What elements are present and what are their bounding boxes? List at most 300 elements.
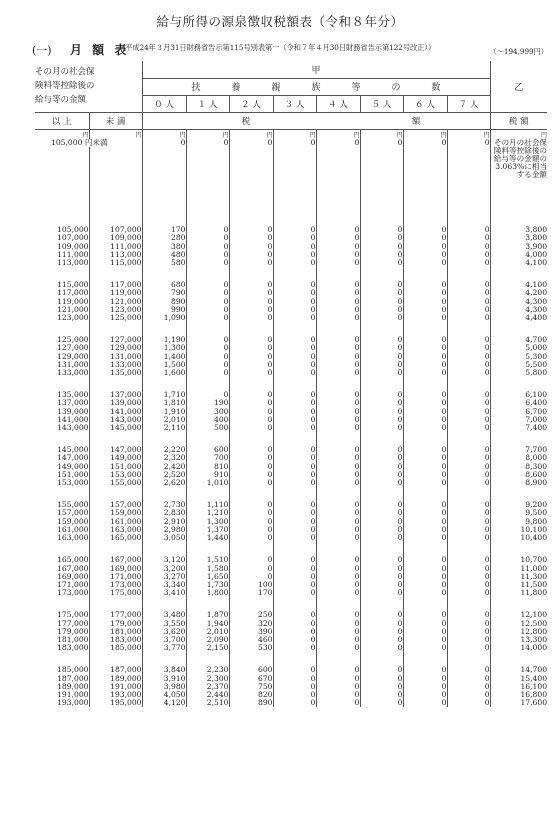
table-row <box>35 589 547 597</box>
page-title: 給与所得の源泉徴収税額表（令和８年分） <box>156 14 404 29</box>
empty-cell <box>186 155 229 163</box>
spacer-row <box>35 204 547 212</box>
empty-cell <box>316 597 360 611</box>
amount-to: 131,000 <box>89 353 142 361</box>
tax-value-dependents-1: 0 <box>186 369 229 377</box>
tax-value-dependents-7: 0 <box>447 565 490 573</box>
empty-cell <box>142 322 186 336</box>
empty-cell <box>229 204 273 212</box>
tax-value-dependents-7: 0 <box>447 534 490 542</box>
tax-value-dependents-4: 0 <box>316 399 360 407</box>
empty-cell <box>403 542 447 556</box>
tax-value-dependents-1: 1,010 <box>186 479 229 487</box>
tax-value-dependents-5: 0 <box>360 628 403 636</box>
empty-cell <box>89 171 142 179</box>
amount-to: 147,000 <box>89 446 142 454</box>
tax-value-dependents-7: 0 <box>447 675 490 683</box>
tax-value-dependents-6: 0 <box>403 573 447 581</box>
tax-value-dependents-2: 0 <box>229 369 273 377</box>
tax-value-dependents-4: 0 <box>316 675 360 683</box>
empty-cell <box>273 322 316 336</box>
gaku-label: 額 <box>411 116 421 127</box>
empty-cell <box>447 204 490 212</box>
amount-from: 125,000 <box>35 336 89 344</box>
empty-cell <box>316 204 360 212</box>
tax-value-dependents-0: 890 <box>142 298 186 306</box>
spacer-row <box>35 163 547 171</box>
empty-cell <box>186 196 229 204</box>
tax-value-dependents-4: 0 <box>316 454 360 462</box>
empty-cell <box>35 652 89 666</box>
tax-value-dependents-4: 0 <box>316 391 360 399</box>
amount-from: 119,000 <box>35 298 89 306</box>
tax-value-dependents-3: 0 <box>273 251 316 259</box>
amount-to: 169,000 <box>89 565 142 573</box>
tax-value-dependents-1: 1,800 <box>186 589 229 597</box>
empty-cell <box>89 155 142 163</box>
empty-cell <box>403 155 447 163</box>
tax-value-dependents-1: 1,940 <box>186 620 229 628</box>
empty-cell <box>360 196 403 204</box>
tax-value-dependents-5: 0 <box>360 518 403 526</box>
otsu-tax-value: 10,700 <box>520 555 548 565</box>
amount-from: 127,000 <box>35 344 89 352</box>
otsu-tax-value: 9,200 <box>525 500 548 510</box>
otsu-tax-value: 5,800 <box>525 368 548 378</box>
empty-cell <box>447 155 490 163</box>
empty-cell <box>273 163 316 171</box>
amount-to: 127,000 <box>89 336 142 344</box>
empty-cell <box>360 267 403 281</box>
empty-cell <box>360 542 403 556</box>
dependents-2-header: ２ 人 <box>229 95 273 112</box>
amount-from: 135,000 <box>35 391 89 399</box>
tax-value-dependents-6: 0 <box>403 289 447 297</box>
tax-value-dependents-1: 0 <box>186 234 229 242</box>
tax-value-dependents-6: 0 <box>403 399 447 407</box>
tax-value-dependents-2: 100 <box>229 581 273 589</box>
amount-to: 113,000 <box>89 251 142 259</box>
tax-value-dependents-2: 820 <box>229 691 273 699</box>
empty-cell <box>35 163 89 171</box>
group-gap <box>35 652 547 666</box>
tax-value-dependents-7: 0 <box>447 454 490 462</box>
otsu-tax-value: 10,400 <box>520 533 548 543</box>
tax-value-dependents-2: 0 <box>229 289 273 297</box>
tax-value-dependents-5: 0 <box>360 636 403 644</box>
empty-cell <box>490 432 547 446</box>
tax-value-dependents-4: 0 <box>316 581 360 589</box>
tax-value-dependents-4: 0 <box>316 666 360 674</box>
empty-cell <box>35 204 89 212</box>
tax-value-dependents-1: 0 <box>186 298 229 306</box>
empty-cell <box>229 377 273 391</box>
tax-value-dependents-6: 0 <box>403 463 447 471</box>
tax-value-dependents-0: 4,120 <box>142 699 186 707</box>
tax-value-dependents-1: 0 <box>186 361 229 369</box>
empty-cell <box>360 322 403 336</box>
otsu-tax-value: 8,300 <box>525 461 548 471</box>
table-row <box>35 479 547 487</box>
tax-value-dependents-7: 0 <box>447 666 490 674</box>
tax-value-dependents-1: 1,870 <box>186 611 229 619</box>
tax-value-dependents-5: 0 <box>360 526 403 534</box>
empty-cell <box>490 542 547 556</box>
empty-cell <box>273 188 316 196</box>
amount-to: 191,000 <box>89 683 142 691</box>
tax-value-dependents-0: 1,190 <box>142 336 186 344</box>
tax-value-dependents-3: 0 <box>273 336 316 344</box>
empty-cell <box>360 377 403 391</box>
empty-cell <box>316 487 360 501</box>
tax-value-dependents-7: 0 <box>447 699 490 707</box>
unit-label: 円 <box>142 129 186 139</box>
unit-label: 円 <box>360 129 403 139</box>
amount-to: 161,000 <box>89 518 142 526</box>
tax-value-dependents-6: 0 <box>403 353 447 361</box>
empty-cell <box>273 171 316 179</box>
tax-value-dependents-5: 0 <box>360 408 403 416</box>
tax-value-dependents-2: 0 <box>229 336 273 344</box>
empty-cell <box>229 196 273 204</box>
tax-value-dependents-6: 0 <box>403 251 447 259</box>
tax-value-dependents-7: 0 <box>447 683 490 691</box>
tax-value-dependents-3: 0 <box>273 534 316 542</box>
amount-to: 157,000 <box>89 501 142 509</box>
empty-cell <box>316 542 360 556</box>
tax-value-dependents-0: 3,120 <box>142 556 186 564</box>
empty-cell <box>89 597 142 611</box>
tax-value: 0 <box>229 139 273 147</box>
tax-value-dependents-5: 0 <box>360 306 403 314</box>
empty-cell <box>403 432 447 446</box>
empty-cell <box>89 204 142 212</box>
amount-to: 135,000 <box>89 369 142 377</box>
empty-cell <box>447 212 490 226</box>
tax-value-dependents-6: 0 <box>403 675 447 683</box>
otsu-tax-value: 4,400 <box>525 313 548 323</box>
empty-cell <box>490 487 547 501</box>
table-row <box>35 699 547 707</box>
empty-cell <box>316 432 360 446</box>
empty-cell <box>316 179 360 187</box>
tax-value-dependents-2: 0 <box>229 509 273 517</box>
tax-value-dependents-4: 0 <box>316 691 360 699</box>
otsu-tax-value: 17,600 <box>520 698 548 708</box>
amount-from: 133,000 <box>35 369 89 377</box>
tax-value-dependents-5: 0 <box>360 683 403 691</box>
empty-cell <box>403 597 447 611</box>
tax-value-dependents-3: 0 <box>273 314 316 322</box>
tax-value-dependents-2: 250 <box>229 611 273 619</box>
tax-value-dependents-5: 0 <box>360 644 403 652</box>
empty-cell <box>273 542 316 556</box>
tax-value-dependents-7: 0 <box>447 424 490 432</box>
tax-value-dependents-2: 0 <box>229 471 273 479</box>
tax-value-dependents-5: 0 <box>360 399 403 407</box>
otsu-tax-value: 6,100 <box>525 390 548 400</box>
empty-cell <box>490 597 547 611</box>
amount-from: 181,000 <box>35 636 89 644</box>
tax-value-dependents-5: 0 <box>360 391 403 399</box>
amount-from: 169,000 <box>35 573 89 581</box>
amount-from: 179,000 <box>35 628 89 636</box>
tax-value-dependents-0: 3,050 <box>142 534 186 542</box>
tax-value-dependents-5: 0 <box>360 259 403 267</box>
empty-cell <box>89 377 142 391</box>
tax-value-dependents-4: 0 <box>316 589 360 597</box>
unit-label: 円 <box>89 129 142 139</box>
amount-to: 175,000 <box>89 589 142 597</box>
empty-cell <box>403 163 447 171</box>
tax-value-dependents-6: 0 <box>403 691 447 699</box>
ijo-header: 以 上 <box>35 112 89 129</box>
otsu-tax-value: 4,700 <box>525 335 548 345</box>
table-row <box>35 139 547 147</box>
amount-to: 107,000 <box>89 226 142 234</box>
tax-value-dependents-5: 0 <box>360 589 403 597</box>
tax-value-dependents-1: 0 <box>186 314 229 322</box>
tax-value-dependents-7: 0 <box>447 471 490 479</box>
empty-cell <box>403 196 447 204</box>
tax-value-dependents-2: 750 <box>229 683 273 691</box>
tax-value-dependents-7: 0 <box>447 628 490 636</box>
tax-value-dependents-0: 790 <box>142 289 186 297</box>
tax-value-dependents-4: 0 <box>316 636 360 644</box>
empty-cell <box>403 322 447 336</box>
tax-value-dependents-0: 3,910 <box>142 675 186 683</box>
table-row <box>35 424 547 432</box>
tax-value-dependents-3: 0 <box>273 691 316 699</box>
tax-value-dependents-6: 0 <box>403 556 447 564</box>
tax-value-dependents-3: 0 <box>273 463 316 471</box>
amount-from: 143,000 <box>35 424 89 432</box>
empty-cell <box>403 171 447 179</box>
tax-value-dependents-1: 1,650 <box>186 573 229 581</box>
tax-value-dependents-6: 0 <box>403 501 447 509</box>
tax-value-dependents-7: 0 <box>447 446 490 454</box>
empty-cell <box>316 155 360 163</box>
amount-to: 183,000 <box>89 636 142 644</box>
tax-value-dependents-7: 0 <box>447 353 490 361</box>
empty-cell <box>186 204 229 212</box>
amount-to: 111,000 <box>89 243 142 251</box>
amount-to: 141,000 <box>89 408 142 416</box>
amount-from: 177,000 <box>35 620 89 628</box>
amount-to: 139,000 <box>89 399 142 407</box>
tax-value-dependents-0: 170 <box>142 226 186 234</box>
unit-label: 円 <box>35 129 89 139</box>
tax-value-dependents-7: 0 <box>447 298 490 306</box>
tax-value-dependents-2: 170 <box>229 589 273 597</box>
tax-value-dependents-5: 0 <box>360 298 403 306</box>
spacer-row <box>35 171 547 179</box>
spacer-row <box>35 179 547 187</box>
empty-cell <box>360 155 403 163</box>
amount-to: 117,000 <box>89 281 142 289</box>
tax-value-dependents-7: 0 <box>447 611 490 619</box>
spacer-row <box>35 188 547 196</box>
tax-value-dependents-1: 1,580 <box>186 565 229 573</box>
tax-value-dependents-4: 0 <box>316 314 360 322</box>
tax-value-dependents-3: 0 <box>273 675 316 683</box>
tax-value: 0 <box>273 139 316 147</box>
empty-cell <box>273 179 316 187</box>
otsu-tax-value: 11,000 <box>520 563 548 573</box>
tax-value-dependents-4: 0 <box>316 628 360 636</box>
tax-value-dependents-3: 0 <box>273 581 316 589</box>
tax-value-dependents-5: 0 <box>360 234 403 242</box>
empty-cell <box>229 212 273 226</box>
empty-cell <box>490 377 547 391</box>
empty-cell <box>360 163 403 171</box>
tax-value-dependents-4: 0 <box>316 424 360 432</box>
empty-cell <box>273 204 316 212</box>
tax-value-dependents-5: 0 <box>360 479 403 487</box>
tax-value-dependents-6: 0 <box>403 391 447 399</box>
table-row <box>35 314 547 322</box>
empty-cell <box>273 212 316 226</box>
empty-cell <box>229 322 273 336</box>
tax-value-dependents-5: 0 <box>360 344 403 352</box>
section-range: （～194,999円） <box>489 47 548 56</box>
tax-value-dependents-0: 990 <box>142 306 186 314</box>
otsu-tax-value: 6,400 <box>525 398 548 408</box>
fuyo-char: 養 <box>231 83 241 93</box>
tax-value-dependents-1: 2,150 <box>186 644 229 652</box>
tax-value-dependents-2: 390 <box>229 628 273 636</box>
tax-value-dependents-3: 0 <box>273 509 316 517</box>
tax-value-dependents-0: 380 <box>142 243 186 251</box>
empty-cell <box>186 322 229 336</box>
amount-from: 139,000 <box>35 408 89 416</box>
otsu-tax-value: 8,900 <box>525 478 548 488</box>
otsu-tax-value: 14,700 <box>520 665 548 675</box>
dependents-6-header: ６ 人 <box>403 95 447 112</box>
tax-value-dependents-7: 0 <box>447 243 490 251</box>
amount-to: 187,000 <box>89 666 142 674</box>
empty-cell <box>403 377 447 391</box>
empty-cell <box>447 542 490 556</box>
tax-value-dependents-2: 0 <box>229 391 273 399</box>
tax-value-dependents-2: 0 <box>229 454 273 462</box>
otsu-tax-value: 4,100 <box>525 280 548 290</box>
tax-value-dependents-7: 0 <box>447 644 490 652</box>
amount-to: 125,000 <box>89 314 142 322</box>
tax-value-dependents-7: 0 <box>447 509 490 517</box>
tax-value-dependents-3: 0 <box>273 391 316 399</box>
amount-from: 131,000 <box>35 361 89 369</box>
tax-value-dependents-4: 0 <box>316 306 360 314</box>
tax-value-dependents-1: 0 <box>186 226 229 234</box>
empty-cell <box>186 212 229 226</box>
tax-value-dependents-0: 2,010 <box>142 416 186 424</box>
empty-cell <box>360 597 403 611</box>
tax-value-dependents-4: 0 <box>316 611 360 619</box>
tax-value-dependents-1: 700 <box>186 454 229 462</box>
tax-value-dependents-0: 1,500 <box>142 361 186 369</box>
empty-cell <box>142 196 186 204</box>
tax-value-dependents-6: 0 <box>403 666 447 674</box>
amount-to: 133,000 <box>89 361 142 369</box>
tax-value-dependents-6: 0 <box>403 611 447 619</box>
tax-value-dependents-5: 0 <box>360 361 403 369</box>
otsu-tax-value: 3,900 <box>525 241 548 251</box>
tax-value-dependents-3: 0 <box>273 399 316 407</box>
tax-value-dependents-3: 0 <box>273 471 316 479</box>
amount-to: 155,000 <box>89 479 142 487</box>
empty-cell <box>186 188 229 196</box>
unit-label: 円 <box>447 129 490 139</box>
amount-from: 171,000 <box>35 581 89 589</box>
tax-value-dependents-5: 0 <box>360 471 403 479</box>
tax-value-dependents-2: 890 <box>229 699 273 707</box>
tax-value-dependents-1: 2,010 <box>186 628 229 636</box>
tax-value-dependents-3: 0 <box>273 361 316 369</box>
fuyo-char: 扶 <box>191 83 201 93</box>
tax-value-dependents-1: 400 <box>186 416 229 424</box>
tax-value-dependents-3: 0 <box>273 589 316 597</box>
otsu-tax-value: 4,000 <box>525 249 548 259</box>
empty-cell <box>316 188 360 196</box>
tax-value-dependents-1: 0 <box>186 251 229 259</box>
fuyo-char: 族 <box>311 83 321 93</box>
empty-cell <box>89 188 142 196</box>
tax-value-dependents-1: 1,300 <box>186 518 229 526</box>
zei-label: 税 <box>241 116 251 127</box>
empty-cell <box>447 487 490 501</box>
tax-value-dependents-7: 0 <box>447 344 490 352</box>
amount-from: 113,000 <box>35 259 89 267</box>
amount-from: 109,000 <box>35 243 89 251</box>
amount-from: 129,000 <box>35 353 89 361</box>
tax-value-dependents-1: 910 <box>186 471 229 479</box>
tax-value-dependents-7: 0 <box>447 518 490 526</box>
tax-value-dependents-0: 1,300 <box>142 344 186 352</box>
tax-value-dependents-4: 0 <box>316 369 360 377</box>
tax-value-dependents-6: 0 <box>403 344 447 352</box>
empty-cell <box>447 163 490 171</box>
tax-value-dependents-4: 0 <box>316 251 360 259</box>
tax-value-dependents-6: 0 <box>403 589 447 597</box>
amount-to: 137,000 <box>89 391 142 399</box>
tax-value-dependents-6: 0 <box>403 259 447 267</box>
empty-cell <box>89 432 142 446</box>
tax-value-dependents-0: 1,600 <box>142 369 186 377</box>
tax-value-dependents-0: 3,840 <box>142 666 186 674</box>
empty-cell <box>186 597 229 611</box>
amount-to: 151,000 <box>89 463 142 471</box>
empty-cell <box>186 267 229 281</box>
empty-cell <box>142 487 186 501</box>
tax-value-dependents-5: 0 <box>360 565 403 573</box>
amount-from: 163,000 <box>35 534 89 542</box>
tax-value-dependents-3: 0 <box>273 573 316 581</box>
amount-from: 147,000 <box>35 454 89 462</box>
otsu-tax-value: 4,300 <box>525 304 548 314</box>
tax-value-dependents-2: 600 <box>229 666 273 674</box>
tax-value-dependents-3: 0 <box>273 306 316 314</box>
amount-to: 181,000 <box>89 628 142 636</box>
empty-cell <box>142 163 186 171</box>
amount-from: 111,000 <box>35 251 89 259</box>
empty-cell <box>360 204 403 212</box>
tax-value-dependents-0: 1,090 <box>142 314 186 322</box>
tax-value-dependents-4: 0 <box>316 281 360 289</box>
tax-value-dependents-1: 500 <box>186 424 229 432</box>
row-label-line: 険料等控除後の <box>35 81 95 92</box>
tax-value-dependents-4: 0 <box>316 501 360 509</box>
